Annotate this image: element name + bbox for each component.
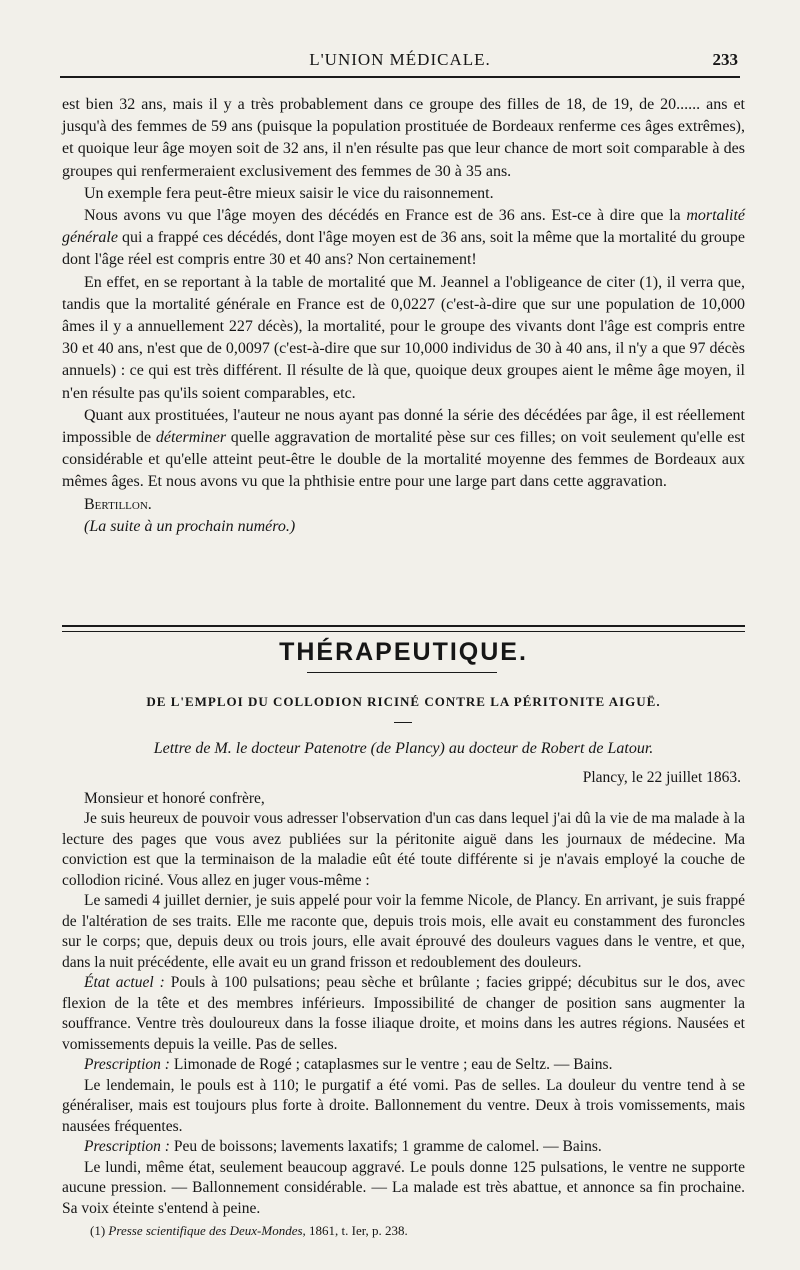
letter-body xyxy=(62,768,745,1219)
letter-heading: Lettre de M. le docteur Patenotre (de Plancy) au docteur de Robert de Latour. xyxy=(153,740,654,757)
paragraph: Un exemple fera peut-être mieux saisir le vice du raisonnement. xyxy=(84,184,494,202)
article-title: DE L'EMPLOI DU COLLODION RICINÉ CONTRE LA PÉRITONITE AIGUË. xyxy=(146,694,661,709)
paragraph: Le lendemain, le pouls est à 110; le purgatif a été vomi. Pas de selles. La douleur du ventre tend à se généraliser, mais est toujours plus forte à droite. Ballonnement du ventre. Deux à trois vomissements, mais nausées fréquentes. xyxy=(62,1076,745,1135)
continuation-note: (La suite à un prochain numéro.) xyxy=(84,517,296,535)
letter-date: Plancy, le 22 juillet 1863. xyxy=(582,769,741,786)
running-title: L'UNION MÉDICALE. xyxy=(309,50,491,69)
salutation: Monsieur et honoré confrère, xyxy=(84,789,265,807)
paragraph: Prescription : Peu de boissons; lavements laxatifs; 1 gramme de calomel. — Bains. xyxy=(84,1138,602,1155)
paragraph: Le lundi, même état, seulement beaucoup aggravé. Le pouls donne 125 pulsations, le ventre ne supporte aucune pression. — Ballonnement considérable. — La malade est très abattue, et annonce sa fin prochaine. Sa voix éteinte s'entend à peine. xyxy=(62,1158,745,1217)
emphasis: déterminer xyxy=(155,429,227,447)
short-divider xyxy=(394,722,412,723)
label: Prescription : xyxy=(84,1138,170,1155)
label: État actuel : xyxy=(84,974,165,991)
page-number: 233 xyxy=(712,50,738,69)
footnote-mark: (1) xyxy=(90,1223,106,1238)
emphasis: mortalité générale xyxy=(62,207,745,247)
paragraph: Nous avons vu que l'âge moyen des décédés en France est de 36 ans. Est-ce à dire que la mortalité générale qui a frappé ces décédés, dont l'âge moyen est de 36 ans, soit la même que la mortalité du groupe dont l'âge réel est compris entre 30 et 40 ans? Non certainement! xyxy=(62,207,745,269)
section-title: THÉRAPEUTIQUE. xyxy=(279,638,528,666)
article-continuation xyxy=(62,94,745,538)
running-head xyxy=(60,50,740,78)
footnote-ref: 1861, t. Ier, p. 238. xyxy=(305,1223,408,1238)
section-divider xyxy=(62,625,745,632)
paragraph: Quant aux prostituées, l'auteur ne nous ayant pas donné la série des décédées par âge, il est réellement impossible de déterminer quelle aggravation de mortalité pèse sur ces filles; on voit seulement qu'elle est considérable et qu'elle atteint peut-être le double de la mortalité moyenne des femmes de Bordeaux aux mêmes âges. Et nous avons vu que la phthisie entre pour une large part dans cette aggravation. xyxy=(62,406,745,491)
paragraph: Je suis heureux de pouvoir vous adresser l'observation d'un cas dans lequel j'ai dû la vie de ma malade à la lecture des pages que vous avez publiées sur la péritonite aiguë dans les journaux de médecine. Ma conviction est que la terminaison de la maladie eût été toute différente si je n'avais employé la couche de collodion riciné. Vous allez en juger vous-même : xyxy=(62,810,745,889)
paragraph: État actuel : Pouls à 100 pulsations; peau sèche et brûlante ; facies grippé; décubitus sur le dos, avec flexion de la tête et des membres inférieurs. Impossibilité de changer de position sans augmenter la souffrance. Ventre très douloureux dans la fosse iliaque droite, et moins dans les autres régions. Nausées et vomissements depuis la veille. Pas de selles. xyxy=(62,974,745,1053)
label: Prescription : xyxy=(84,1056,170,1073)
paragraph: En effet, en se reportant à la table de mortalité que M. Jeannel a l'obligeance de citer (1), il verra que, tandis que la mortalité générale en France est de 0,0227 (c'est-à-dire que sur une population de 10,000 âmes il y a annuellement 227 décès), la mortalité, pour le groupe des vivants dont l'âge est compris entre 30 et 40 ans, n'est que de 0,0097 (c'est-à-dire que sur 10,000 individus de 30 à 40 ans, il n'y a que 97 décès annuels) : ce qui est très différent. Il résulte de là que, quoique deux groupes aient le même âge moyen, il n'en résulte pas qu'ils soient comparables, etc. xyxy=(62,273,745,402)
paragraph: Prescription : Limonade de Rogé ; cataplasmes sur le ventre ; eau de Seltz. — Bains. xyxy=(84,1056,613,1073)
footnote xyxy=(90,1223,408,1239)
paragraph: est bien 32 ans, mais il y a très probablement dans ce groupe des filles de 18, de 19, de 20...... ans et jusqu'à des femmes de 59 ans (puisque la population prostituée de Bordeaux renferme ces âges extrêmes), et quoique leur âge moyen soit de 32 ans, il n'en résulte pas que leur chance de mort soit comparable à des groupes qui renfermeraient exclusivement des femmes de 30 à 35 ans. xyxy=(62,96,745,180)
footnote-source: Presse scientifique des Deux-Mondes, xyxy=(108,1223,306,1238)
paragraph: Le samedi 4 juillet dernier, je suis appelé pour voir la femme Nicole, de Plancy. En arrivant, je suis frappé de l'altération de ses traits. Elle me raconte que, depuis trois mois, elle avait eu constamment des furoncles sur le corps; que, depuis deux ou trois jours, elle avait éprouvé des douleurs vagues dans le ventre, et que, dans la nuit précédente, elle avait eu un grand frisson et redoublement des douleurs. xyxy=(62,892,745,971)
section-title-rule xyxy=(307,672,497,673)
signature: Bertillon. xyxy=(84,495,152,513)
